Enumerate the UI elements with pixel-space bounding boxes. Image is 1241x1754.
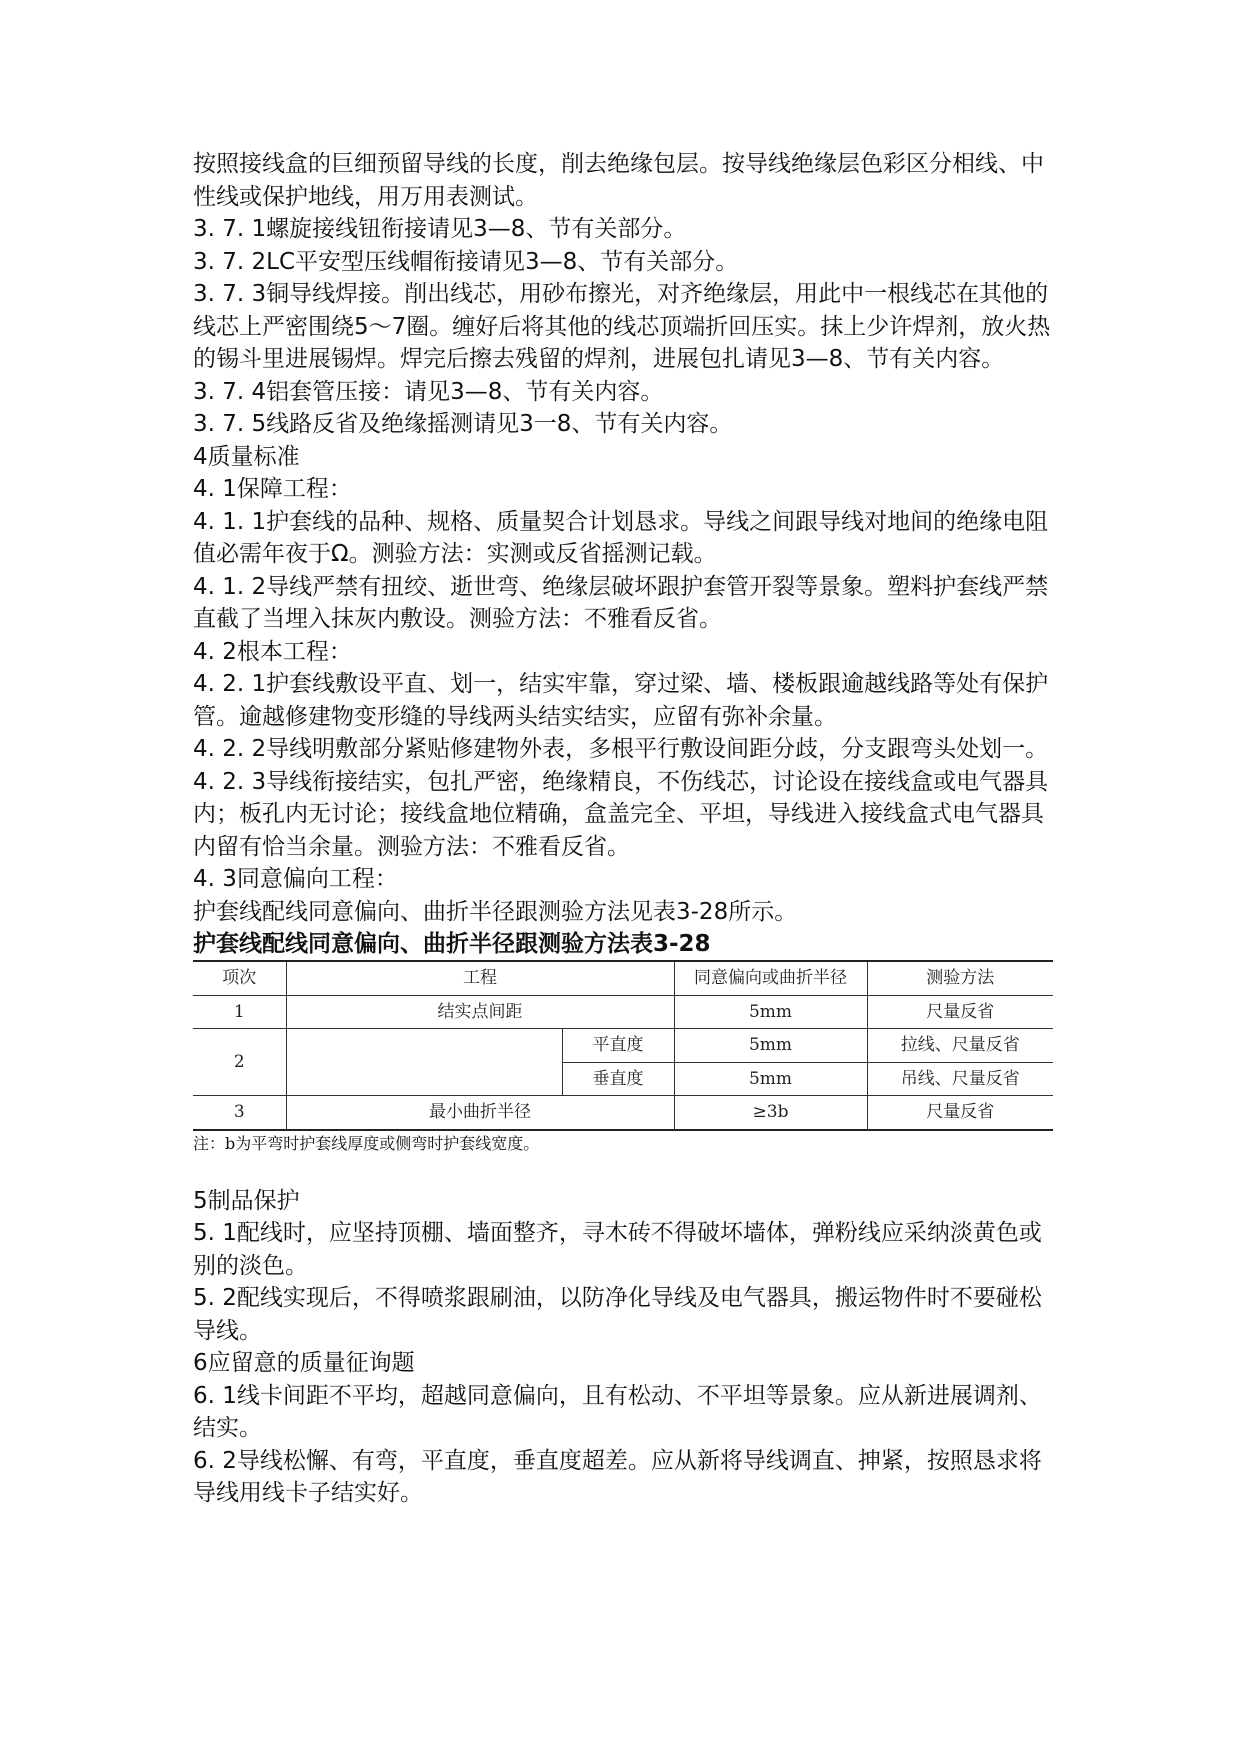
cell-no: 1 bbox=[193, 995, 286, 1029]
paragraph-wire-prep: 按照接线盒的巨细预留导线的长度，削去绝缘包层。按导线绝缘层色彩区分相线、中性线或保护地线，用万用表测试。 bbox=[193, 151, 1044, 210]
paragraph-5-2: 5. 2配线实现后，不得喷浆跟刷油，以防净化导线及电气器具，搬运物件时不要碰松导线。 bbox=[193, 1285, 1042, 1344]
paragraph-3-7-5: 3. 7. 5线路反省及绝缘摇测请见3一8、节有关内容。 bbox=[193, 411, 733, 437]
section-heading-quality-standard: 4质量标准 bbox=[193, 443, 300, 470]
section-heading-quality-issues: 6应留意的质量征询题 bbox=[193, 1350, 415, 1376]
cell-method: 尺量反省 bbox=[867, 995, 1053, 1029]
cell-method: 尺量反省 bbox=[867, 1096, 1053, 1130]
table-note: 注：b为平弯时护套线厚度或侧弯时护套线宽度。 bbox=[193, 1133, 540, 1153]
section-heading-product-protection: 5制品保护 bbox=[193, 1187, 300, 1214]
paragraph-5-1: 5. 1配线时，应坚持顶棚、墙面整齐，寻木砖不得破坏墙体，弹粉线应采纳淡黄色或别的淡色。 bbox=[193, 1220, 1042, 1279]
subheading-4-3: 4. 3同意偏向工程： bbox=[193, 866, 398, 892]
paragraph-4-2-1: 4. 2. 1护套线敷设平直、划一，结实牢靠，穿过梁、墙、楼板跟逾越线路等处有保护管。逾越修建物变形缝的导线两头结实结实，应留有弥补余量。 bbox=[193, 671, 1049, 730]
paragraph-3-7-3: 3. 7. 3铜导线焊接。削出线芯，用砂布擦光，对齐绝缘层，用此中一根线芯在其他的线芯上严密围绕5～7圈。缠好后将其他的线芯顶端折回压实。抹上少许焊剂，放火热的锡斗里进展锡焊。焊完后擦去残留的焊剂，进展包扎请见3—8、节有关内容。 bbox=[193, 281, 1051, 372]
paragraph-3-7-4: 3. 7. 4铝套管压接：请见3—8、节有关内容。 bbox=[193, 378, 664, 405]
subheading-4-2: 4. 2根本工程： bbox=[193, 638, 352, 665]
cell-subitem: 垂直度 bbox=[562, 1062, 674, 1096]
table-row bbox=[193, 1096, 1053, 1130]
table-row bbox=[193, 995, 1053, 1029]
document-page bbox=[193, 148, 1053, 1510]
spacer bbox=[193, 1157, 1053, 1185]
cell-method: 吊线、尺量反省 bbox=[867, 1062, 1053, 1096]
cell-tolerance: ≥3b bbox=[674, 1096, 867, 1130]
cell-no: 3 bbox=[193, 1096, 286, 1130]
paragraph-3-7-2: 3. 7. 2LC平安型压线帽衔接请见3—8、节有关部分。 bbox=[193, 248, 739, 275]
cell-method: 拉线、尺量反省 bbox=[867, 1029, 1053, 1063]
table-row bbox=[193, 1029, 1053, 1063]
cell-tolerance: 5mm bbox=[674, 1029, 867, 1063]
cell-tolerance: 5mm bbox=[674, 995, 867, 1029]
subheading-4-1: 4. 1保障工程： bbox=[193, 476, 352, 502]
cell-no: 2 bbox=[193, 1029, 286, 1096]
cell-item-empty bbox=[286, 1029, 562, 1096]
table-header-row bbox=[193, 961, 1053, 995]
cell-item: 结实点间距 bbox=[286, 995, 674, 1029]
paragraph-4-2-3: 4. 2. 3导线衔接结实，包扎严密，绝缘精良，不伤线芯，讨论设在接线盒或电气器具内；板孔内无讨论；接线盒地位精确，盒盖完全、平坦，导线进入接线盒式电气器具内留有恰当余量。测验方法：不雅看反省。 bbox=[193, 768, 1049, 860]
paragraph-table-reference: 护套线配线同意偏向、曲折半径跟测验方法见表3-28所示。 bbox=[193, 898, 798, 925]
cell-tolerance: 5mm bbox=[674, 1062, 867, 1096]
cell-item: 最小曲折半径 bbox=[286, 1096, 674, 1130]
tolerance-table bbox=[193, 960, 1053, 1131]
header-cell-method: 测验方法 bbox=[867, 961, 1053, 995]
header-cell-no: 项次 bbox=[193, 961, 286, 995]
paragraph-4-2-2: 4. 2. 2导线明敷部分紧贴修建物外表，多根平行敷设间距分歧，分支跟弯头处划一。 bbox=[193, 736, 1049, 762]
paragraph-6-1: 6. 1线卡间距不平均，超越同意偏向，且有松动、不平坦等景象。应从新进展调剂、结实。 bbox=[193, 1382, 1042, 1441]
cell-subitem: 平直度 bbox=[562, 1029, 674, 1063]
table-caption: 护套线配线同意偏向、曲折半径跟测验方法表3-28 bbox=[193, 931, 711, 957]
paragraph-4-1-2: 4. 1. 2导线严禁有扭绞、逝世弯、绝缘层破坏跟护套管开裂等景象。塑料护套线严禁直截了当埋入抹灰内敷设。测验方法：不雅看反省。 bbox=[193, 573, 1049, 632]
paragraph-4-1-1: 4. 1. 1护套线的品种、规格、质量契合计划恳求。导线之间跟导线对地间的绝缘电阻值必需年夜于Ω。测验方法：实测或反省摇测记载。 bbox=[193, 508, 1049, 567]
paragraph-6-2: 6. 2导线松懈、有弯，平直度，垂直度超差。应从新将导线调直、抻紧，按照恳求将导线用线卡子结实好。 bbox=[193, 1447, 1042, 1506]
paragraph-3-7-1: 3. 7. 1螺旋接线钮衔接请见3—8、节有关部分。 bbox=[193, 216, 687, 242]
header-cell-tolerance: 同意偏向或曲折半径 bbox=[674, 961, 867, 995]
header-cell-item: 工程 bbox=[286, 961, 674, 995]
